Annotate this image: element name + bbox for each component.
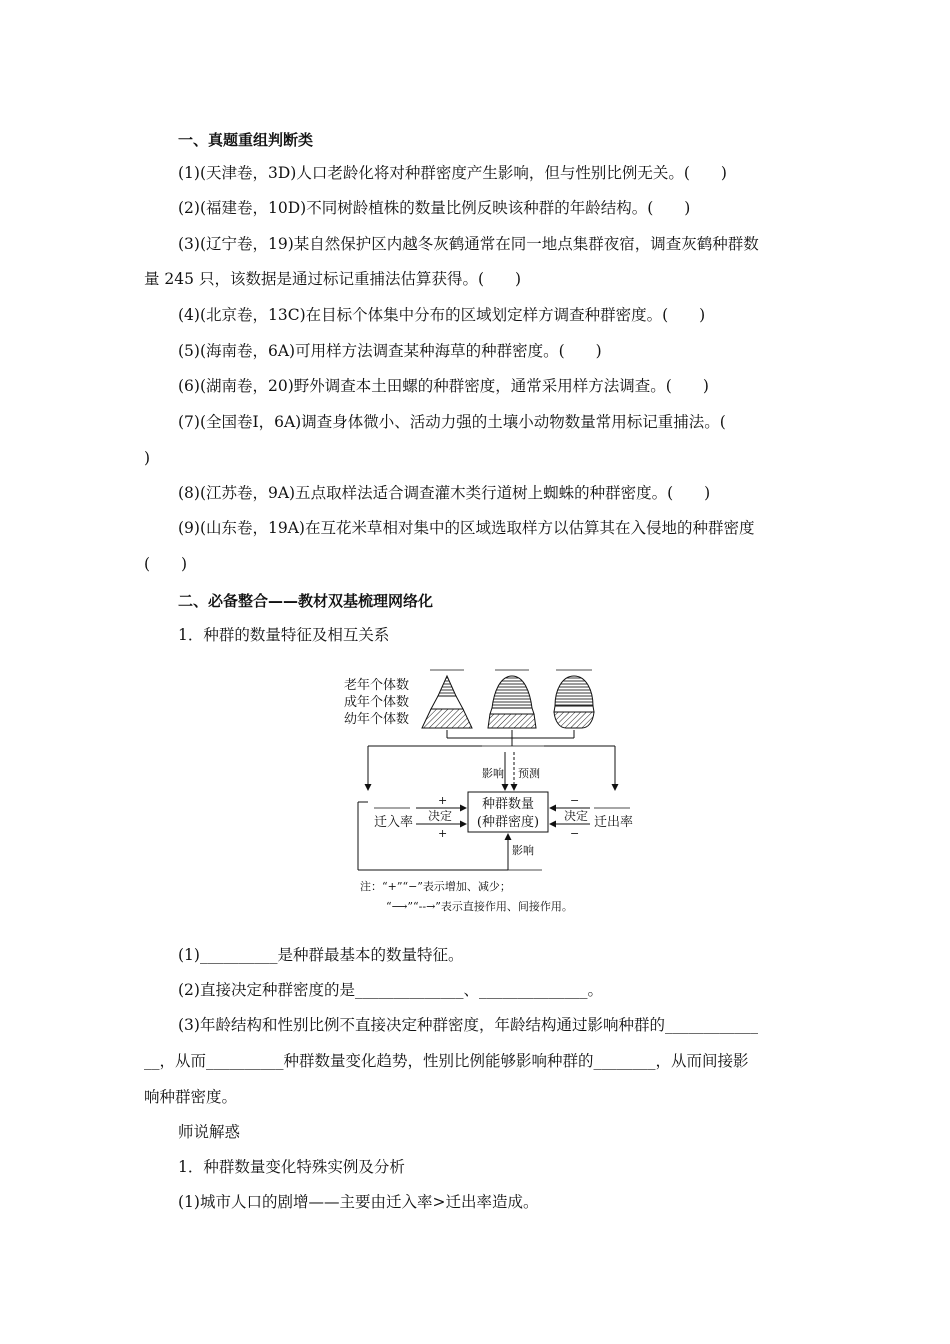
label-young: 幼年个体数 xyxy=(344,712,410,727)
section1-heading: 一、真题重组判断类 xyxy=(178,131,314,149)
section2-heading: 二、必备整合——教材双基梳理网络化 xyxy=(178,592,434,610)
fill-question-3-cont: __，从而__________种群数量变化趋势，性别比例能够影响种群的________，从而间接影 xyxy=(144,1052,749,1070)
fill-question-1: (1)__________是种群最基本的数量特征。 xyxy=(178,946,464,964)
label-population-density: (种群密度) xyxy=(476,815,540,830)
question-2: (2)(福建卷，10D)不同树龄植株的数量比例反映该种群的年龄结构。( ) xyxy=(178,199,691,217)
note-line-2: “⟶”“--→”表示直接作用、间接作用。 xyxy=(386,900,573,913)
label-influence-top: 影响 xyxy=(482,767,504,780)
label-plus-bottom: + xyxy=(438,827,448,840)
label-immigration: 迁入率 xyxy=(374,815,414,830)
question-4: (4)(北京卷，13C)在目标个体集中分布的区域划定样方调查种群密度。( ) xyxy=(178,306,706,324)
age-pyramid-growing xyxy=(422,670,472,728)
question-7-cont: ) xyxy=(144,449,151,467)
label-emigration: 迁出率 xyxy=(594,815,634,830)
label-population-count: 种群数量 xyxy=(481,797,535,812)
age-pyramid-declining xyxy=(554,670,594,728)
teacher-title: 师说解惑 xyxy=(178,1123,241,1141)
fill-question-2: (2)直接决定种群密度的是______________、______________。 xyxy=(178,981,603,999)
question-8: (8)(江苏卷，9A)五点取样法适合调查灌木类行道树上蜘蛛的种群密度。( ) xyxy=(178,484,711,502)
age-pyramid-stable xyxy=(488,670,536,728)
label-decide-left: 决定 xyxy=(428,809,453,823)
fill-question-3-end: 响种群密度。 xyxy=(144,1088,238,1106)
label-influence-bottom: 影响 xyxy=(512,844,534,857)
population-relationship-diagram xyxy=(342,662,642,924)
label-plus-top: + xyxy=(438,794,448,807)
label-predict: 预测 xyxy=(518,767,540,780)
label-adult: 成年个体数 xyxy=(344,695,410,710)
question-9-cont: ( ) xyxy=(144,555,188,573)
label-minus-top: − xyxy=(570,794,580,807)
question-9: (9)(山东卷，19A)在互花米草相对集中的区域选取样方以估算其在入侵地的种群密度 xyxy=(178,519,755,537)
label-decide-right: 决定 xyxy=(564,809,589,823)
teacher-item-2: (1)城市人口的剧增——主要由迁入率>迁出率造成。 xyxy=(178,1193,539,1211)
question-3-cont: 量 245 只，该数据是通过标记重捕法估算获得。( ) xyxy=(144,270,522,288)
question-1: (1)(天津卷，3D)人口老龄化将对种群密度产生影响，但与性别比例无关。( ) xyxy=(178,164,727,182)
question-5: (5)(海南卷，6A)可用样方法调查某种海草的种群密度。( ) xyxy=(178,342,602,360)
fill-question-3: (3)年龄结构和性别比例不直接决定种群密度，年龄结构通过影响种群的____________ xyxy=(178,1016,758,1034)
question-6: (6)(湖南卷，20)野外调查本土田螺的种群密度，通常采用样方法调查。( ) xyxy=(178,377,709,395)
question-3: (3)(辽宁卷，19)某自然保护区内越冬灰鹤通常在同一地点集群夜宿，调查灰鹤种群数 xyxy=(178,235,759,253)
question-7: (7)(全国卷Ⅰ，6A)调查身体微小、活动力强的土壤小动物数量常用标记重捕法。( xyxy=(178,413,726,431)
label-old: 老年个体数 xyxy=(344,678,410,693)
section2-subheading: 1．种群的数量特征及相互关系 xyxy=(178,626,390,644)
label-minus-bottom: − xyxy=(570,827,580,840)
note-line-1: 注：“+”“−”表示增加、减少； xyxy=(360,880,511,893)
teacher-item-1: 1．种群数量变化特殊实例及分析 xyxy=(178,1158,405,1176)
